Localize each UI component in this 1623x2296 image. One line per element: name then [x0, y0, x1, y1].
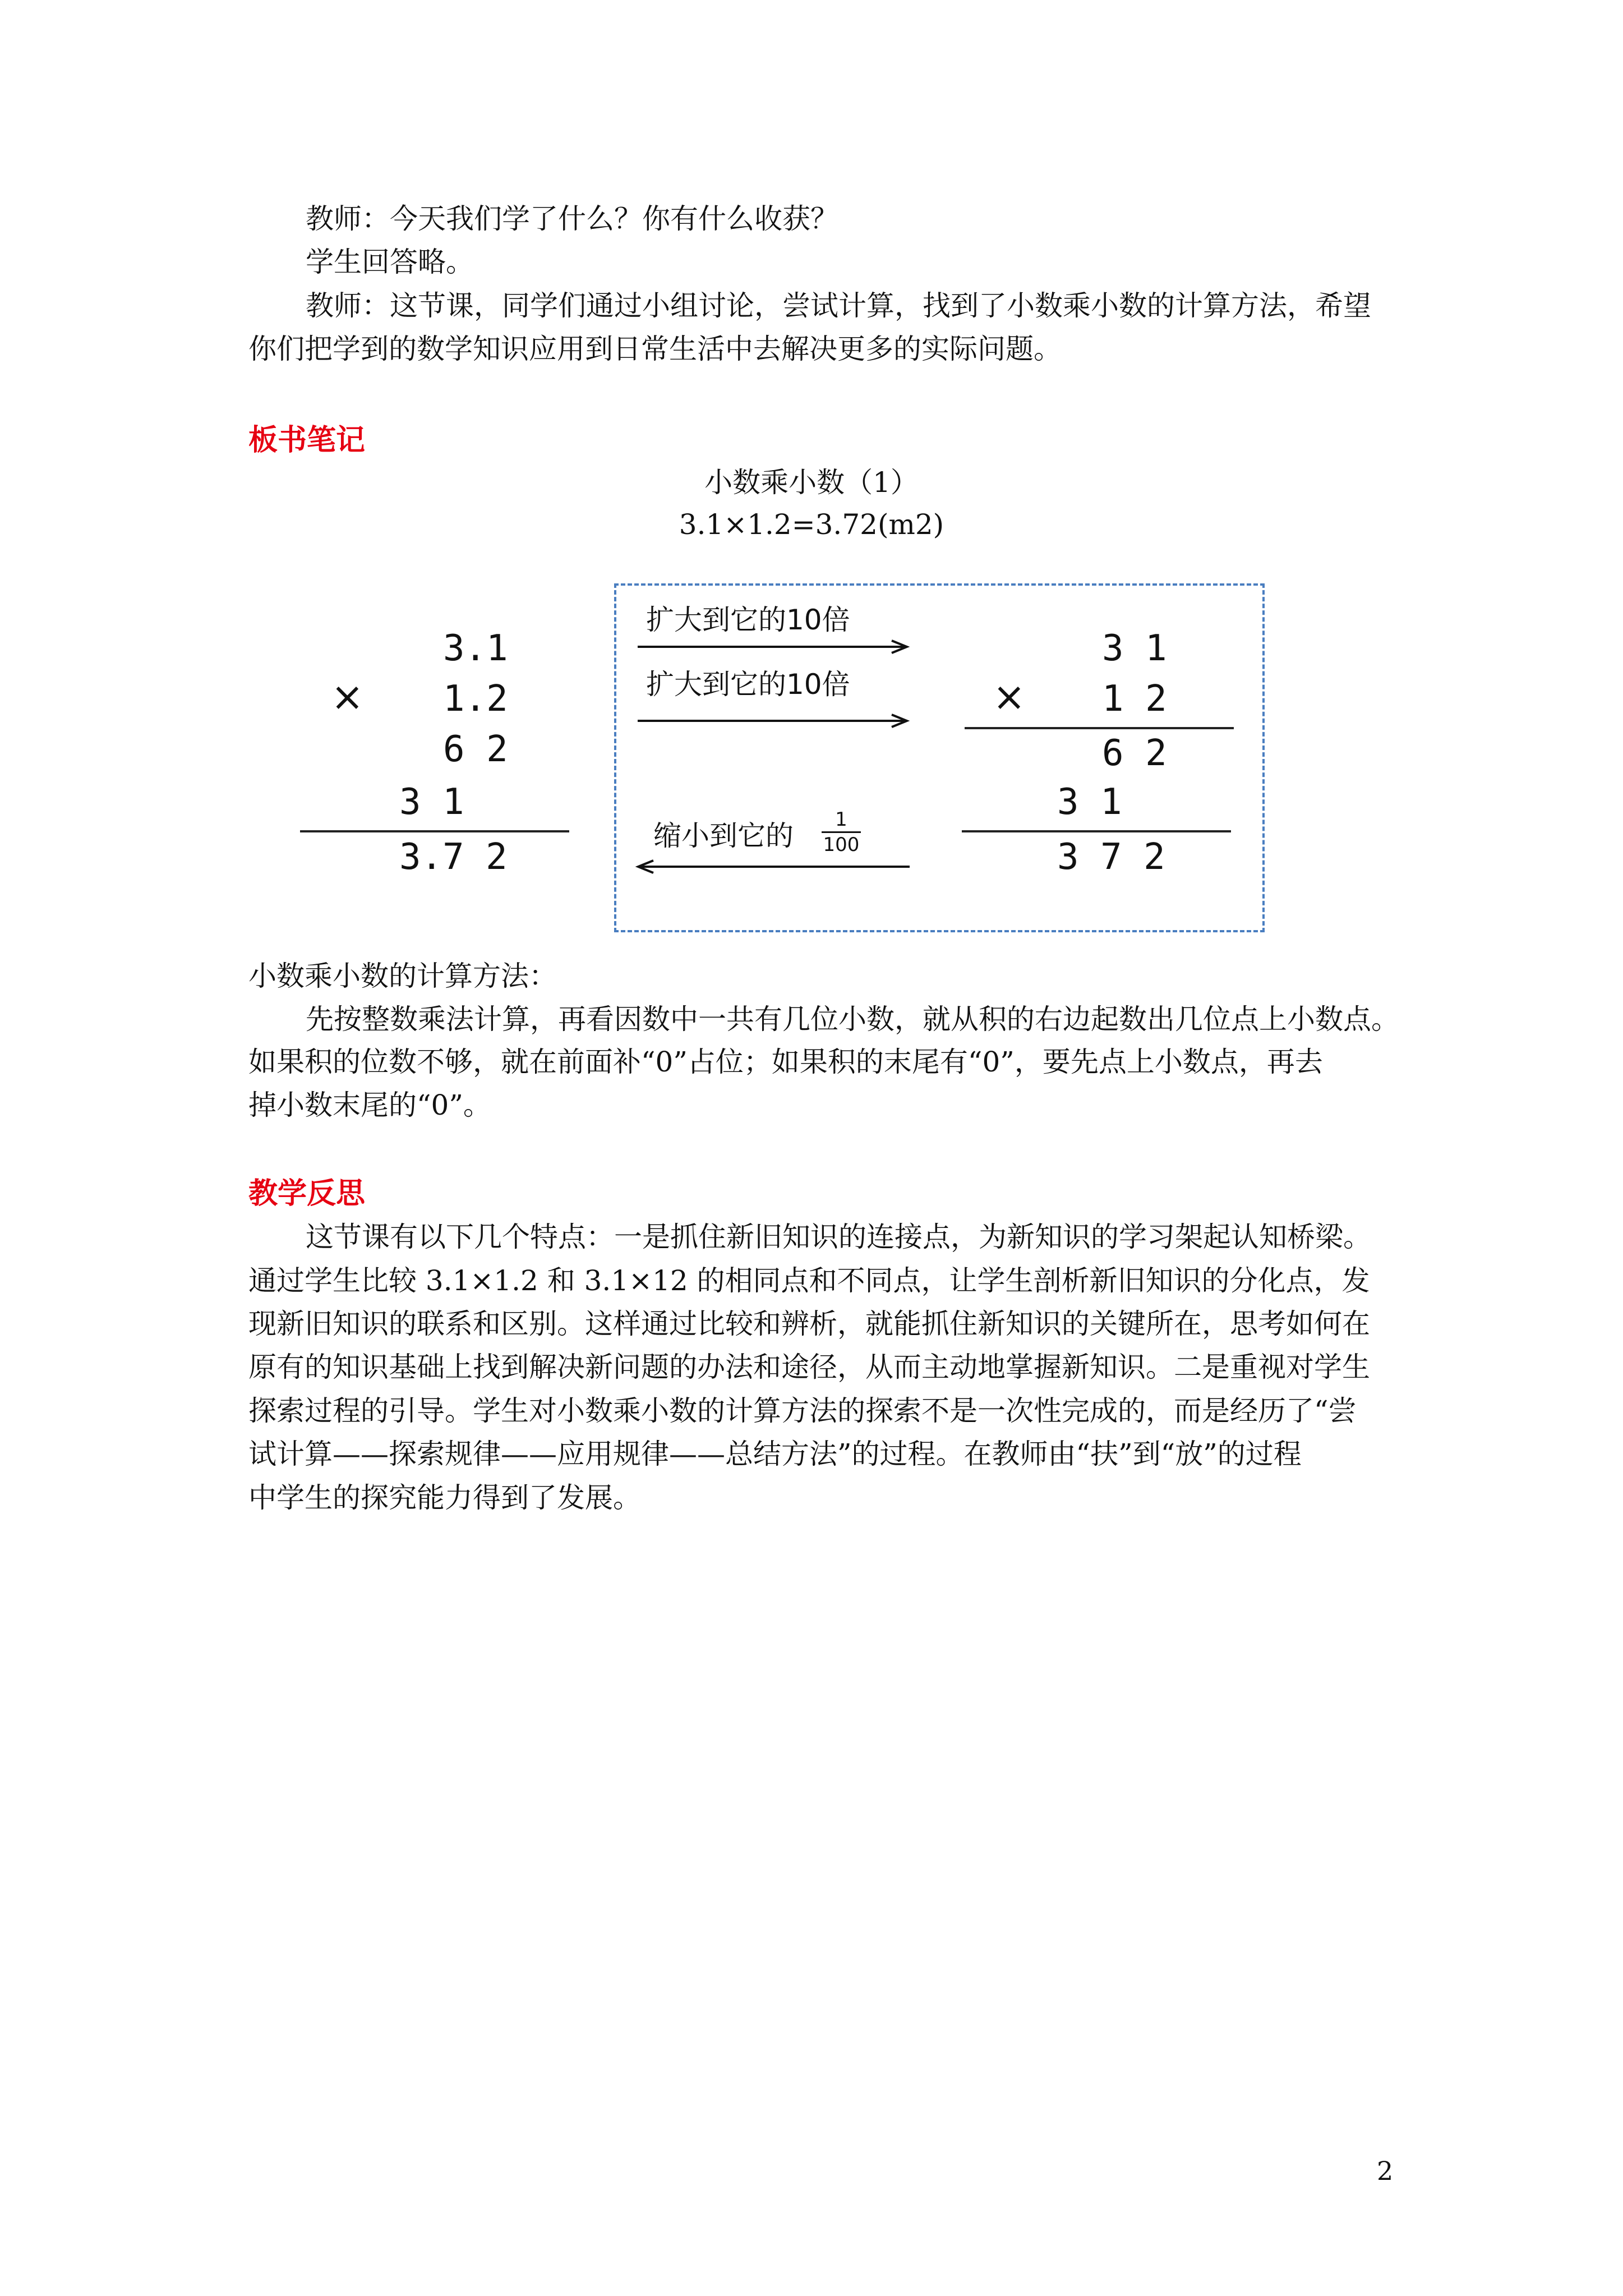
- method-line: 如果积的位数不够，就在前面补“0”占位；如果积的末尾有“0”，要先点上小数点，再去: [248, 1046, 1323, 1078]
- fraction-numerator: 1: [835, 808, 847, 831]
- fraction-denominator: 100: [823, 834, 860, 856]
- method-line: 掉小数末尾的“0”。: [248, 1089, 491, 1121]
- calc-right-rule-1: [965, 727, 1234, 729]
- section-heading-reflection: 教学反思: [248, 1177, 366, 1211]
- times-sign-right: ×: [993, 674, 1026, 720]
- calc-right-row1: 3 1: [1102, 628, 1167, 669]
- method-title: 小数乘小数的计算方法：: [248, 960, 557, 992]
- calc-left-row2: 1.2: [443, 678, 508, 720]
- calc-right-row4: 3 1: [1057, 781, 1122, 823]
- calc-right-row3: 6 2: [1102, 733, 1167, 774]
- times-sign-left: ×: [331, 674, 364, 720]
- left-arrow: [634, 858, 914, 875]
- reflection-line: 中学生的探究能力得到了发展。: [248, 1481, 641, 1514]
- calc-left-row3: 6 2: [443, 729, 508, 770]
- method-line: 先按整数乘法计算，再看因数中一共有几位小数，就从积的右边起数出几位点上小数点。: [306, 1003, 1399, 1036]
- calc-right-result: 3 7 2: [1057, 836, 1165, 878]
- calc-left-row4: 3 1: [399, 781, 464, 823]
- arrow-label-expand-1: 扩大到它的10倍: [646, 604, 850, 636]
- calc-right-row2: 1 2: [1102, 678, 1167, 720]
- fraction-bar: [822, 831, 861, 833]
- arrow-label-expand-2: 扩大到它的10倍: [646, 668, 850, 701]
- para-line: 教师：今天我们学了什么？你有什么收获？: [306, 203, 838, 235]
- reflection-line: 原有的知识基础上找到解决新问题的办法和途径，从而主动地掌握新知识。二是重视对学生: [248, 1351, 1370, 1383]
- para-line: 你们把学到的数学知识应用到日常生活中去解决更多的实际问题。: [248, 333, 1062, 365]
- fraction-one-hundredth: [822, 809, 861, 855]
- section-heading-board: 板书笔记: [248, 424, 366, 457]
- reflection-line: 通过学生比较 3.1×1.2 和 3.1×12 的相同点和不同点，让学生剖析新旧知识的分化点，发: [248, 1264, 1370, 1297]
- right-arrow-1: [637, 638, 911, 655]
- board-equation: 3.1×1.2=3.72(m2): [679, 508, 944, 541]
- calc-right-rule-2: [962, 830, 1231, 832]
- calc-left-rule: [300, 830, 569, 832]
- right-arrow-2: [637, 712, 911, 729]
- calc-left-row1: 3.1: [443, 628, 508, 669]
- calc-left-result: 3.7 2: [399, 836, 508, 878]
- reflection-line: 探索过程的引导。学生对小数乘小数的计算方法的探索不是一次性完成的，而是经历了“尝: [248, 1395, 1357, 1427]
- para-line: 学生回答略。: [306, 246, 474, 278]
- page-number: 2: [1377, 2156, 1394, 2186]
- reflection-line: 试计算——探索规律——应用规律——总结方法”的过程。在教师由“扶”到“放”的过程: [248, 1438, 1302, 1470]
- para-line: 教师：这节课，同学们通过小组讨论，尝试计算，找到了小数乘小数的计算方法，希望: [306, 289, 1371, 322]
- reflection-line: 这节课有以下几个特点：一是抓住新旧知识的连接点，为新知识的学习架起认知桥梁。: [306, 1221, 1371, 1253]
- board-title: 小数乘小数（1）: [704, 466, 919, 499]
- reflection-line: 现新旧知识的联系和区别。这样通过比较和辨析，就能抓住新知识的关键所在，思考如何在: [248, 1308, 1370, 1340]
- arrow-label-shrink: 缩小到它的: [653, 820, 794, 852]
